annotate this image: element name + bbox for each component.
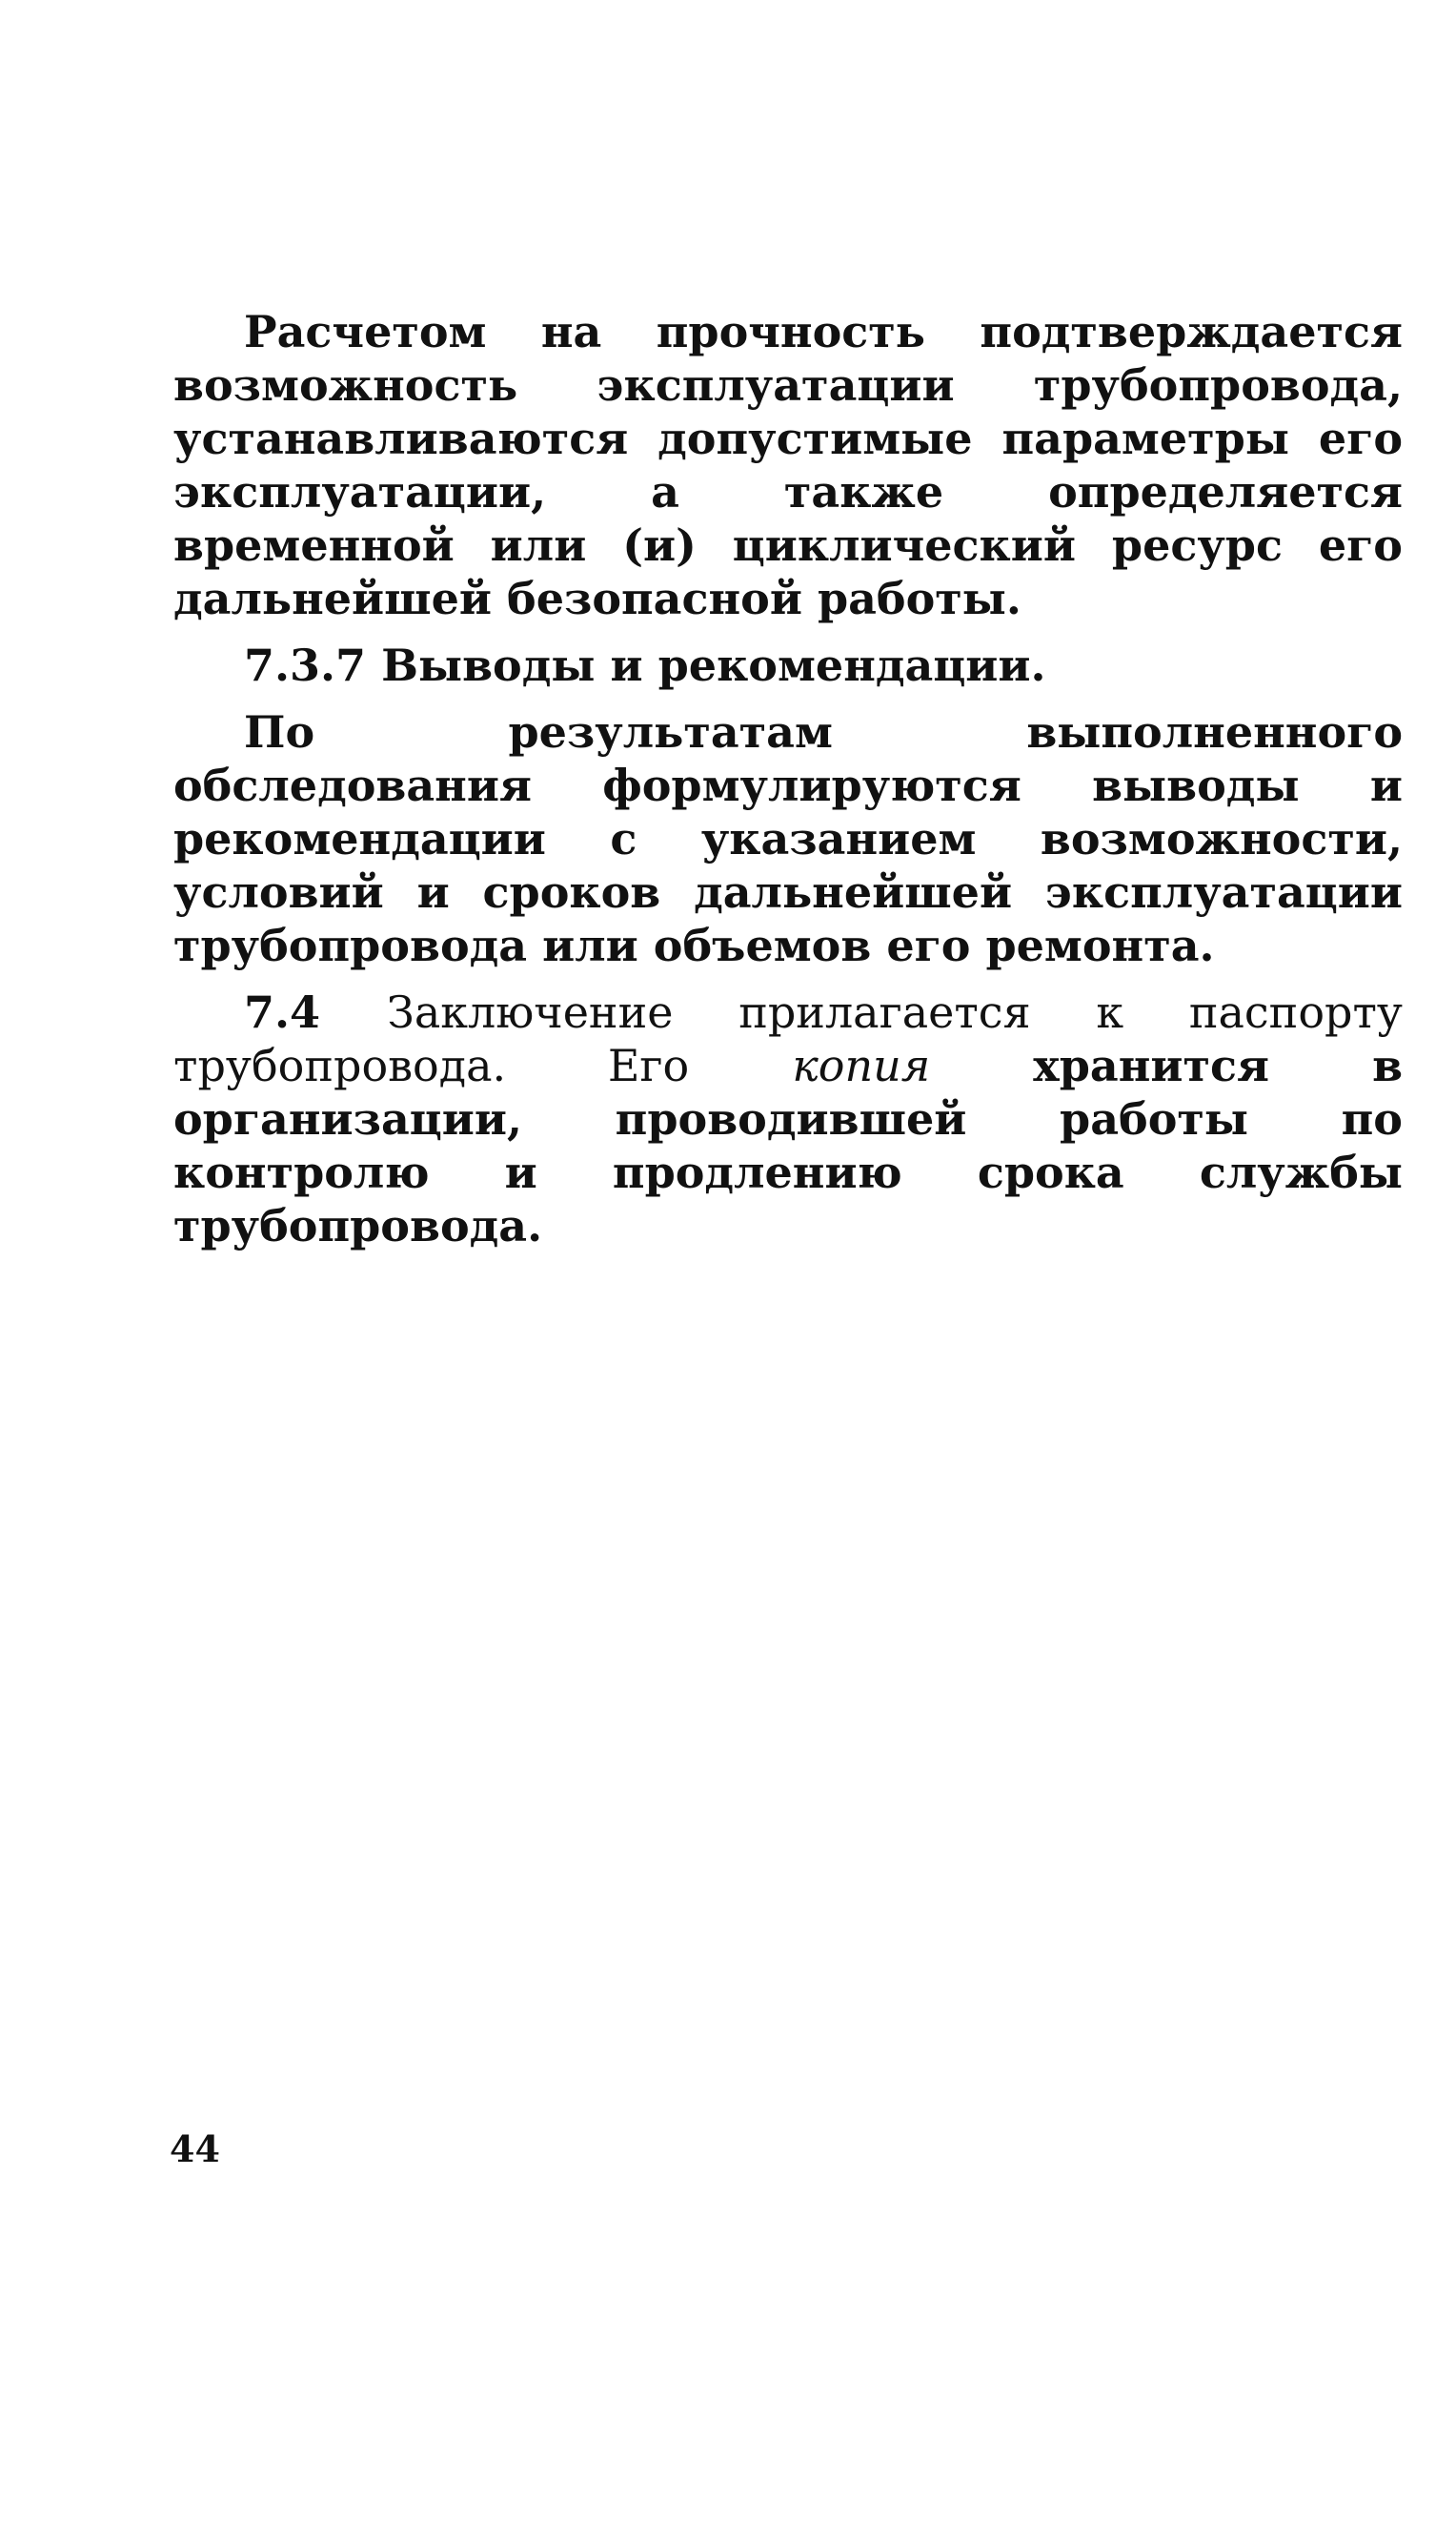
paragraph-italic-word: копия <box>792 1040 931 1091</box>
paragraph-7-4 <box>173 986 1403 1252</box>
page-number: 44 <box>170 2127 220 2170</box>
body-text <box>173 305 1403 1266</box>
section-title: Выводы и рекомендации. <box>381 640 1046 691</box>
paragraph-text-end: хранится в организации, проводившей работы по контролю и продлению срока службы трубопровода. <box>173 1040 1404 1251</box>
paragraph-conclusions <box>173 705 1403 972</box>
section-number: 7.3.7 <box>244 640 367 691</box>
section-heading-7-3-7 <box>173 639 1403 692</box>
paragraph-text: По результатам выполненного обследования формулируются выводы и рекомендации с указанием возможности, условий и сроков дальнейшей эксплуатации трубопровода или объемов его ремонта. <box>173 706 1403 971</box>
paragraph-text: Расчетом на прочность подтверждается возможность эксплуатации трубопровода, устанавливаются допустимые параметры его эксплуатации, а также определяется временной или (и) циклический ресурс его дальнейшей безопасной работы. <box>173 306 1403 624</box>
paragraph-text-start: Заключение прилагается к паспорту трубопровода. Его <box>173 986 1403 1091</box>
section-number: 7.4 <box>244 986 321 1038</box>
paragraph-strength-calculation <box>173 305 1403 625</box>
